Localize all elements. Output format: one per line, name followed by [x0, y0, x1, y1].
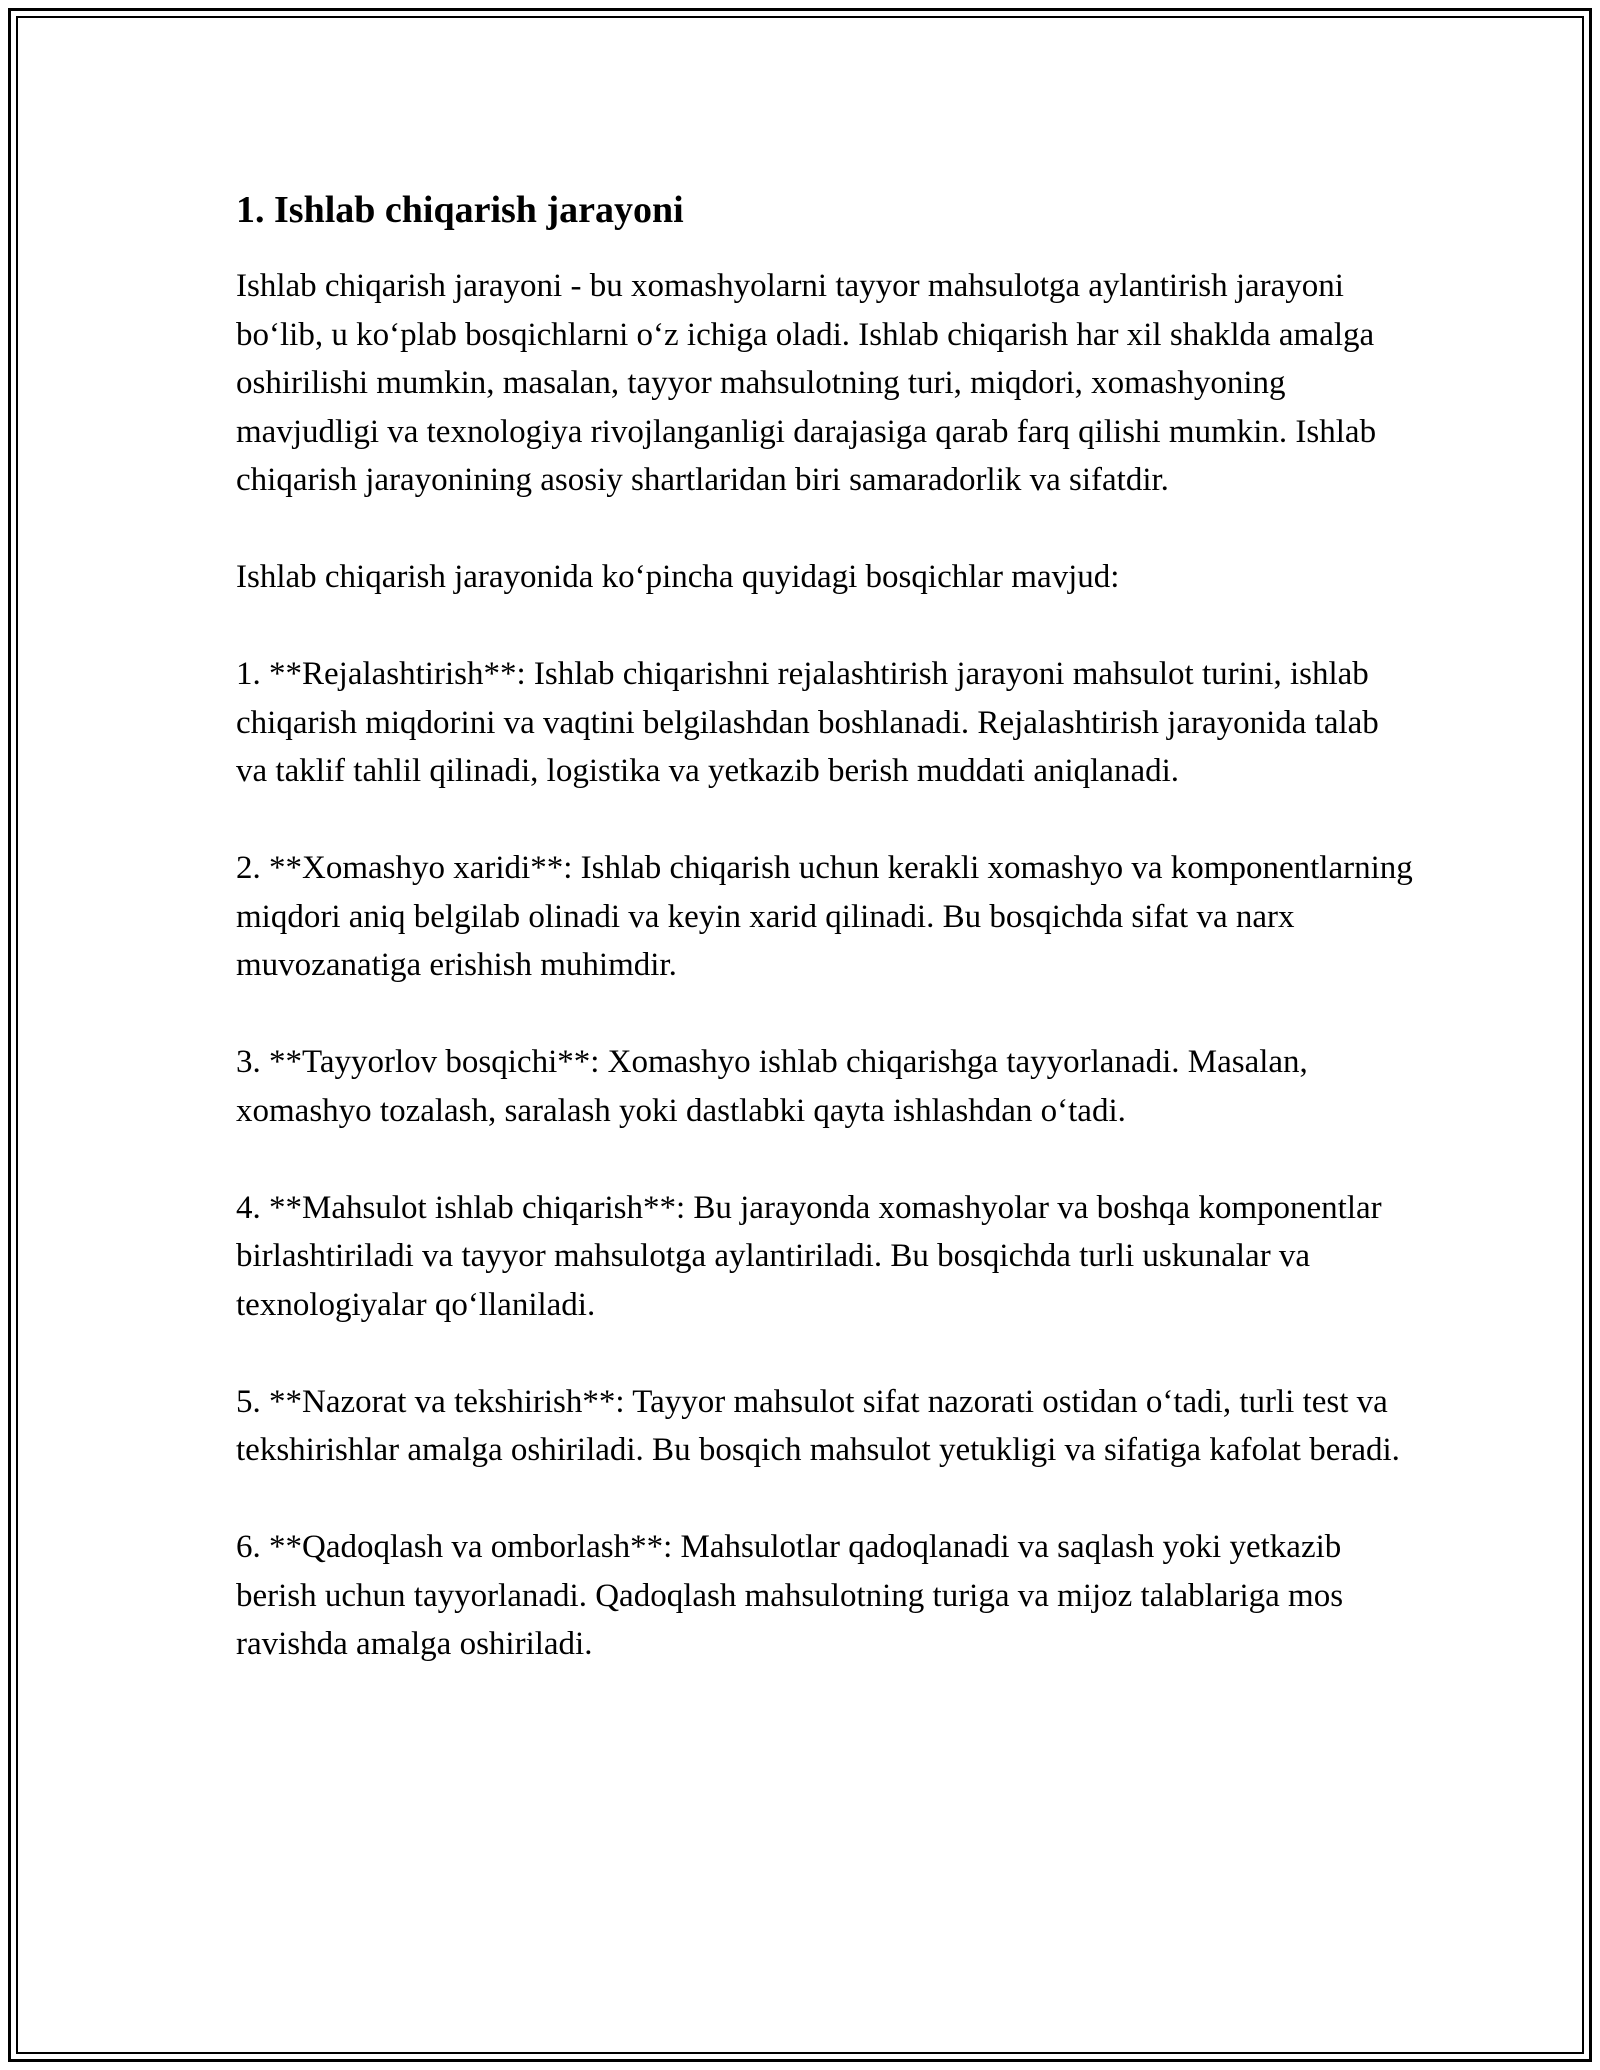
stage-3-paragraph: 3. **Tayyorlov bosqichi**: Xomashyo ishlab chiqarishga tayyorlanadi. Masalan, xomashyo tozalash, saralash yoki dastlabki qayta ishlashdan o‘tadi.	[236, 1044, 1308, 1129]
document-body	[236, 186, 1416, 1717]
intro-paragraph: Ishlab chiqarish jarayoni - bu xomashyolarni tayyor mahsulotga aylantirish jarayoni bo‘lib, u ko‘plab bosqichlarni o‘z ichiga oladi. Ishlab chiqarish har xil shaklda amalga oshirilishi mumkin, masalan, tayyor mahsulotning turi, miqdori, xomashyoning mavjudligi va texnologiya rivojlanganligi darajasiga qarab farq qilishi mumkin. Ishlab chiqarish jarayonining asosiy shartlaridan biri samaradorlik va sifatdir.	[236, 268, 1377, 498]
section-heading: 1. Ishlab chiqarish jarayoni	[236, 189, 684, 231]
stage-5-paragraph: 5. **Nazorat va tekshirish**: Tayyor mahsulot sifat nazorati ostidan o‘tadi, turli test va tekshirishlar amalga oshiriladi. Bu bosqich mahsulot yetukligi va sifatiga kafolat beradi.	[236, 1383, 1400, 1468]
stage-2-paragraph: 2. **Xomashyo xaridi**: Ishlab chiqarish uchun kerakli xomashyo va komponentlarning miqdori aniq belgilab olinadi va keyin xarid qilinadi. Bu bosqichda sifat va narx muvozanatiga erishish muhimdir.	[236, 850, 1413, 983]
stage-4-paragraph: 4. **Mahsulot ishlab chiqarish**: Bu jarayonda xomashyolar va boshqa komponentlar birlashtiriladi va tayyor mahsulotga aylantiriladi. Bu bosqichda turli uskunalar va texnologiyalar qo‘llaniladi.	[236, 1189, 1382, 1323]
stage-6-paragraph: 6. **Qadoqlash va omborlash**: Mahsulotlar qadoqlanadi va saqlash yoki yetkazib berish uchun tayyorlanadi. Qadoqlash mahsulotning turiga va mijoz talablariga mos ravishda amalga oshiriladi.	[236, 1529, 1344, 1662]
stages-intro-paragraph: Ishlab chiqarish jarayonida ko‘pincha quyidagi bosqichlar mavjud:	[236, 559, 1120, 595]
stage-1-paragraph: 1. **Rejalashtirish**: Ishlab chiqarishni rejalashtirish jarayoni mahsulot turini, ishlab chiqarish miqdorini va vaqtini belgilashdan boshlanadi. Rejalashtirish jarayonida talab va taklif tahlil qilinadi, logistika va yetkazib berish muddati aniqlanadi.	[236, 656, 1379, 789]
